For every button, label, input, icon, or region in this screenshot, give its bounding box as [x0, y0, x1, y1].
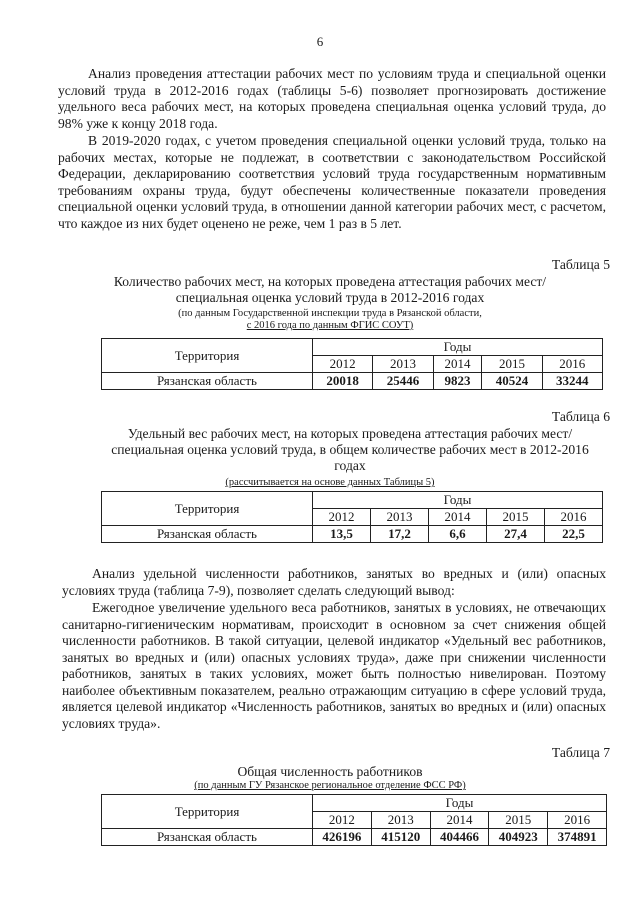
table6-year: 2015: [487, 509, 545, 526]
table6-label: Таблица 6: [551, 409, 610, 424]
table6-source: (рассчитывается на основе данных Таблицы 5): [225, 477, 435, 488]
table5-header-territory: Территория: [102, 339, 313, 373]
table6-year: 2012: [313, 509, 371, 526]
paragraph-annual-increase: Ежегодное увеличение удельного веса работников, занятых в условиях, не отвечающих санитарно-гигиеническим нормативам, происходит в основном за счет снижения общей численности работников. В такой ситуации, целевой индикатор «Удельный вес работников, занятых во вредных и (или) опасных условиях труда», даже при снижении численности работников, занятых в таких условиях, может быть полностью нивелирован. Поэтому наиболее объективным показателем, реально отражающим ситуацию в сфере условий труда, является целевой индикатор «Численность работников, занятых во вредных и (или) опасных условиях труда».: [62, 600, 606, 731]
paragraph-2019-2020: В 2019-2020 годах, с учетом проведения специальной оценки условий труда, только на рабочих местах, которые не подлежат, в соответствии с законодательством Российской Федерации, декларированию соответствия условий труда государственным нормативным требованиям охраны труда, будут обеспечены количественные показатели проведения специальной оценки условий труда, в отношении данной категории рабочих мест, с расчетом, что каждое из них будет оценено не реже, чем 1 раз в 5 лет.: [58, 133, 606, 231]
table7-value: 404466: [430, 829, 489, 846]
table-row: [102, 829, 607, 846]
table6-year: 2016: [545, 509, 603, 526]
table5-year: 2015: [482, 356, 542, 373]
table5-value: 33244: [542, 373, 602, 390]
table7-value: 415120: [371, 829, 430, 846]
table5-row-label: Рязанская область: [102, 373, 313, 390]
table6-value: 6,6: [429, 526, 487, 543]
table7-value: 404923: [489, 829, 548, 846]
table5-value: 40524: [482, 373, 542, 390]
table5-source-line1: (по данным Государственной инспекции труда в Рязанской области,: [178, 308, 482, 319]
table6-value: 27,4: [487, 526, 545, 543]
table7-year: 2016: [548, 812, 607, 829]
table7-label: Таблица 7: [551, 745, 610, 760]
table7-source: (по данным ГУ Рязанское региональное отделение ФСС РФ): [194, 780, 466, 791]
table5-source-line2: с 2016 года по данным ФГИС СОУТ): [246, 320, 414, 331]
paragraph-analysis-attestation: Анализ проведения аттестации рабочих мест по условиям труда и специальной оценки условий труда в 2012-2016 годах (таблицы 5-6) позволяет прогнозировать достижение удельного веса рабочих мест, на которых проведена специальная оценка условий труда, до 98% уже к концу 2018 года.: [58, 66, 606, 131]
table5-year: 2012: [313, 356, 373, 373]
table7: [101, 794, 607, 846]
table5-year: 2013: [373, 356, 433, 373]
table-row: [102, 526, 603, 543]
table5-value: 9823: [433, 373, 482, 390]
table7-header-years: Годы: [313, 795, 607, 812]
table6-header-years: Годы: [313, 492, 603, 509]
table6-title: Удельный вес рабочих мест, на которых проведена аттестация рабочих мест/специальная оценка условий труда, в общем количестве рабочих мест в 2012-2016 годах: [111, 426, 589, 473]
table7-year: 2015: [489, 812, 548, 829]
table5-title: Количество рабочих мест, на которых проведена аттестация рабочих мест/специальная оценка условий труда в 2012-2016 годах: [113, 274, 547, 305]
table6: [101, 491, 603, 543]
page-number: 6: [316, 34, 324, 49]
table7-title: Общая численность работников: [237, 764, 423, 779]
table5-year: 2016: [542, 356, 602, 373]
table5-value: 25446: [373, 373, 433, 390]
table6-value: 22,5: [545, 526, 603, 543]
table-row: [102, 339, 603, 356]
table7-row-label: Рязанская область: [102, 829, 313, 846]
table7-year: 2013: [371, 812, 430, 829]
table5: [101, 338, 603, 390]
table7-year: 2014: [430, 812, 489, 829]
paragraph-analysis-workers: Анализ удельной численности работников, занятых во вредных и (или) опасных условиях труда (таблица 7-9), позволяет сделать следующий вывод:: [62, 566, 606, 598]
table6-value: 17,2: [371, 526, 429, 543]
table6-value: 13,5: [313, 526, 371, 543]
table5-value: 20018: [313, 373, 373, 390]
table-row: [102, 492, 603, 509]
table6-year: 2013: [371, 509, 429, 526]
table6-row-label: Рязанская область: [102, 526, 313, 543]
table7-year: 2012: [313, 812, 372, 829]
table6-header-territory: Территория: [102, 492, 313, 526]
table-row: [102, 373, 603, 390]
table5-year: 2014: [433, 356, 482, 373]
table-row: [102, 795, 607, 812]
table5-header-years: Годы: [313, 339, 603, 356]
table7-header-territory: Территория: [102, 795, 313, 829]
table7-value: 374891: [548, 829, 607, 846]
table7-value: 426196: [313, 829, 372, 846]
table6-year: 2014: [429, 509, 487, 526]
table5-label: Таблица 5: [551, 257, 610, 272]
